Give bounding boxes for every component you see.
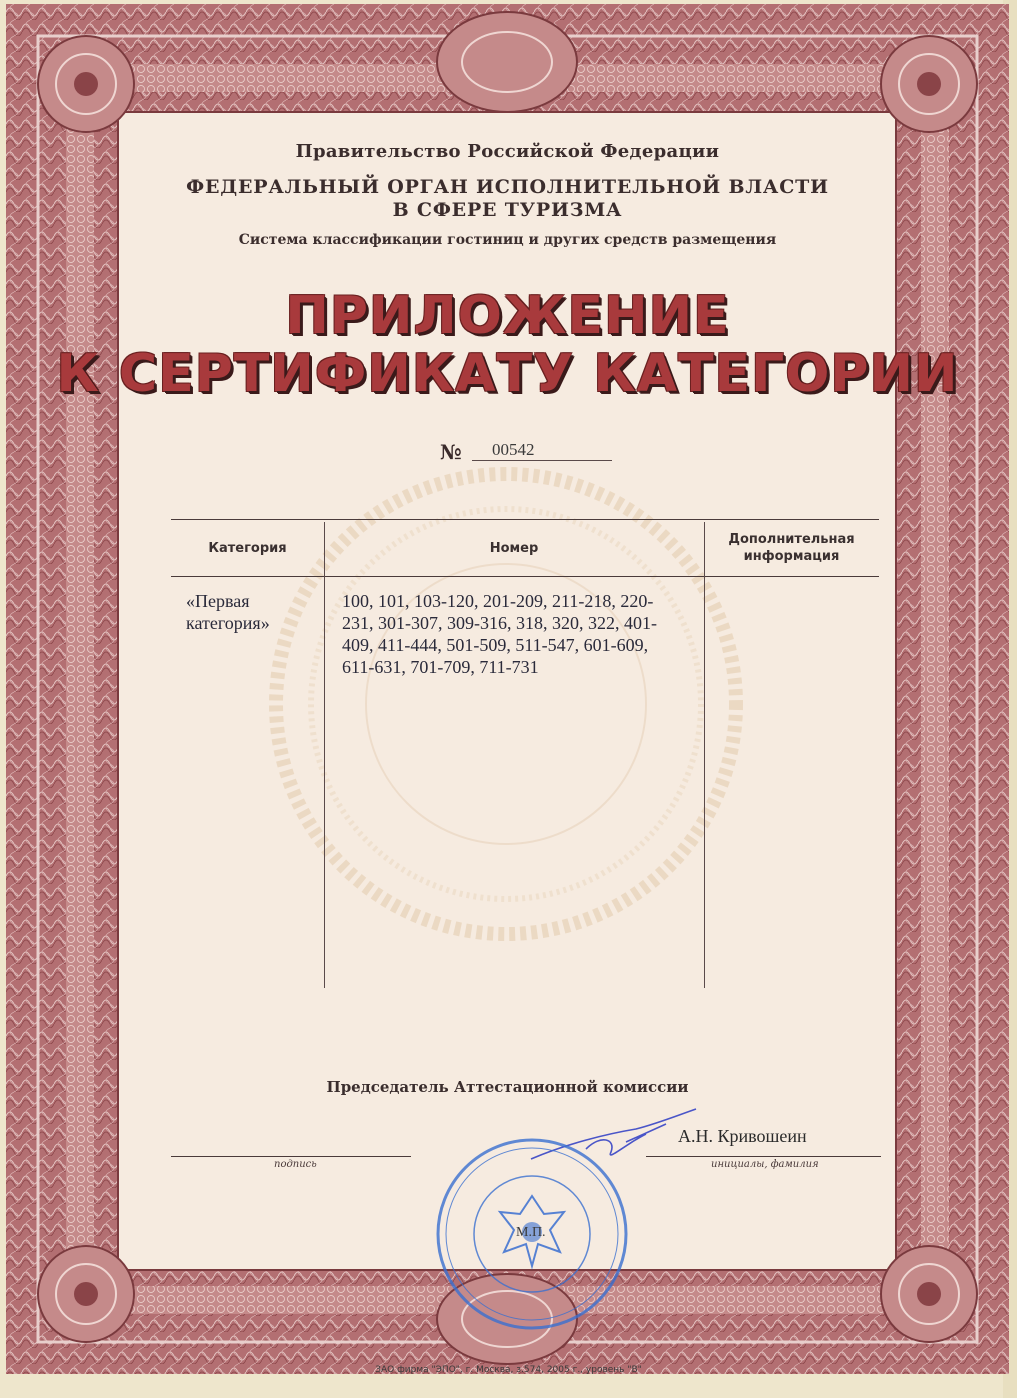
table-top-border: [171, 519, 879, 520]
signature-label: подпись: [274, 1159, 317, 1170]
table-header-border: [171, 576, 879, 577]
header-category: Категория: [208, 541, 287, 556]
signatory-name: А.Н. Кривошеин: [678, 1126, 807, 1146]
classification-system: Система классификации гостиниц и других средств размещения: [238, 232, 777, 248]
title-line-2: К СЕРТИФИКАТУ КАТЕГОРИИ: [56, 344, 959, 404]
header-extra-line-2: информация: [743, 549, 840, 564]
number-line-1: 100, 101, 103-120, 201-209, 211-218, 220-: [342, 591, 654, 611]
organ-line-2: В СФЕРЕ ТУРИЗМА: [392, 199, 623, 221]
table-divider: [324, 522, 325, 988]
category-line-1: «Первая: [186, 591, 250, 611]
seal-place-label: М.П.: [516, 1225, 546, 1240]
header-extra: [704, 531, 879, 565]
federal-organ: [6, 176, 1009, 222]
number-line-3: 409, 411-444, 501-509, 511-547, 601-609,: [342, 635, 649, 655]
title-line-1: ПРИЛОЖЕНИЕ: [285, 286, 730, 346]
top-medallion-icon: [437, 12, 577, 112]
printer-footer: ЗАО фирма "ЭПО", г. Москва, з.574, 2005 г., уровень "В": [375, 1365, 642, 1375]
header-number: Номер: [489, 541, 539, 556]
corner-rosette-icon: [881, 1246, 977, 1342]
header-extra-line-1: Дополнительная: [728, 532, 855, 547]
corner-rosette-icon: [38, 36, 134, 132]
certificate-sheet: [6, 4, 1009, 1374]
row-category: [186, 590, 321, 634]
government-line: Правительство Российской Федерации: [295, 141, 720, 162]
number-label: №: [440, 440, 462, 464]
certificate-number: 00542: [472, 440, 612, 461]
number-line-2: 231, 301-307, 309-316, 318, 320, 322, 401-: [342, 613, 657, 633]
number-line-4: 611-631, 701-709, 711-731: [342, 657, 539, 677]
table-divider: [704, 522, 705, 988]
row-numbers: [342, 590, 702, 678]
signature-line: [171, 1156, 411, 1157]
category-line-2: категория»: [186, 613, 270, 633]
chairman-title: Председатель Аттестационной комиссии: [326, 1078, 689, 1096]
corner-rosette-icon: [38, 1246, 134, 1342]
corner-rosette-icon: [881, 36, 977, 132]
organ-line-1: ФЕДЕРАЛЬНЫЙ ОРГАН ИСПОЛНИТЕЛЬНОЙ ВЛАСТИ: [186, 176, 829, 198]
name-label: инициалы, фамилия: [711, 1159, 819, 1170]
